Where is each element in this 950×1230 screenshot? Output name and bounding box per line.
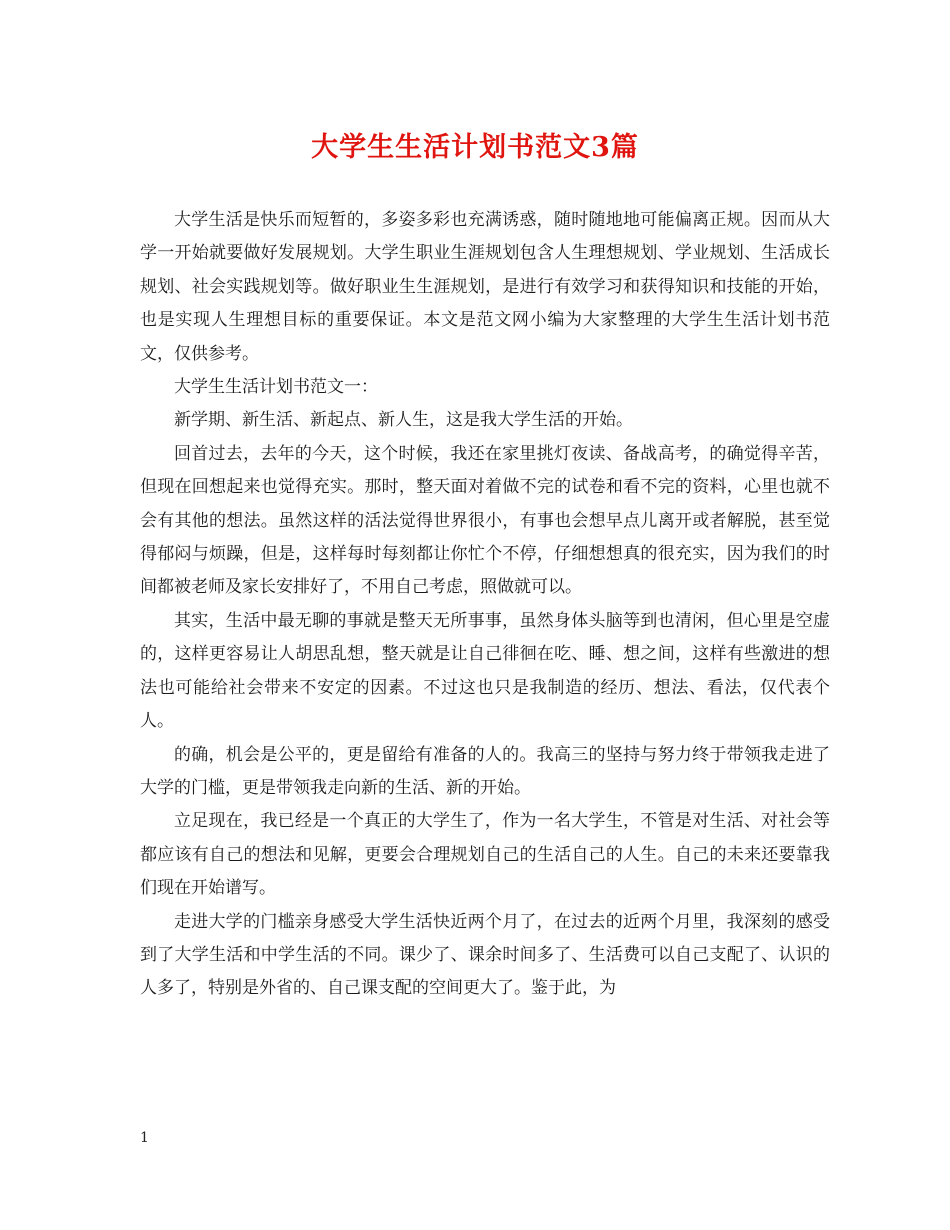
paragraph-2: 新学期、新生活、新起点、新人生，这是我大学生活的开始。 xyxy=(174,410,633,431)
document-title: 大学生生活计划书范文3篇 xyxy=(311,132,639,163)
paragraph-6: 立足现在，我已经是一个真正的大学生了，作为一名大学生，不管是对生活、对社会等都应该有自己的想法和见解，更要会合理规划自己的生活自己的人生。自己的未来还要靠我们现在开始谱写。 xyxy=(140,811,830,899)
document-body xyxy=(140,204,830,1006)
paragraph-4: 其实，生活中最无聊的事就是整天无所事事，虽然身体头脑等到也清闲，但心里是空虚的，这样更容易让人胡思乱想，整天就是让自己徘徊在吃、睡、想之间，这样有些激进的想法也可能给社会带来不安定的因素。不过这也只是我制造的经历、想法、看法，仅代表个人。 xyxy=(140,610,830,732)
paragraph-intro: 大学生活是快乐而短暂的，多姿多彩也充满诱惑，随时随地地可能偏离正规。因而从大学一开始就要做好发展规划。大学生职业生涯规划包含人生理想规划、学业规划、生活成长规划、社会实践规划等。做好职业生生涯规划，是进行有效学习和获得知识和技能的开始，也是实现人生理想目标的重要保证。本文是范文网小编为大家整理的大学生生活计划书范文，仅供参考。 xyxy=(140,210,830,364)
paragraph-3: 回首过去，去年的今天，这个时候，我还在家里挑灯夜读、备战高考，的确觉得辛苦，但现在回想起来也觉得充实。那时，整天面对着做不完的试卷和看不完的资料，心里也就不会有其他的想法。虽然这样的活法觉得世界很小，有事也会想早点儿离开或者解脱，甚至觉得郁闷与烦躁，但是，这样每时每刻都让你忙个不停，仔细想想真的很充实，因为我们的时间都被老师及家长安排好了，不用自己考虑，照做就可以。 xyxy=(140,443,830,598)
paragraph-section-heading: 大学生生活计划书范文一： xyxy=(174,377,378,398)
page-number: 1 xyxy=(140,1130,149,1146)
paragraph-7: 走进大学的门槛亲身感受大学生活快近两个月了，在过去的近两个月里，我深刻的感受到了大学生活和中学生活的不同。课少了、课余时间多了、生活费可以自己支配了、认识的人多了，特别是外省的、自己课支配的空间更大了。鉴于此，为 xyxy=(140,911,830,999)
paragraph-5: 的确，机会是公平的，更是留给有准备的人的。我高三的坚持与努力终于带领我走进了大学的门槛，更是带领我走向新的生活、新的开始。 xyxy=(140,744,830,798)
